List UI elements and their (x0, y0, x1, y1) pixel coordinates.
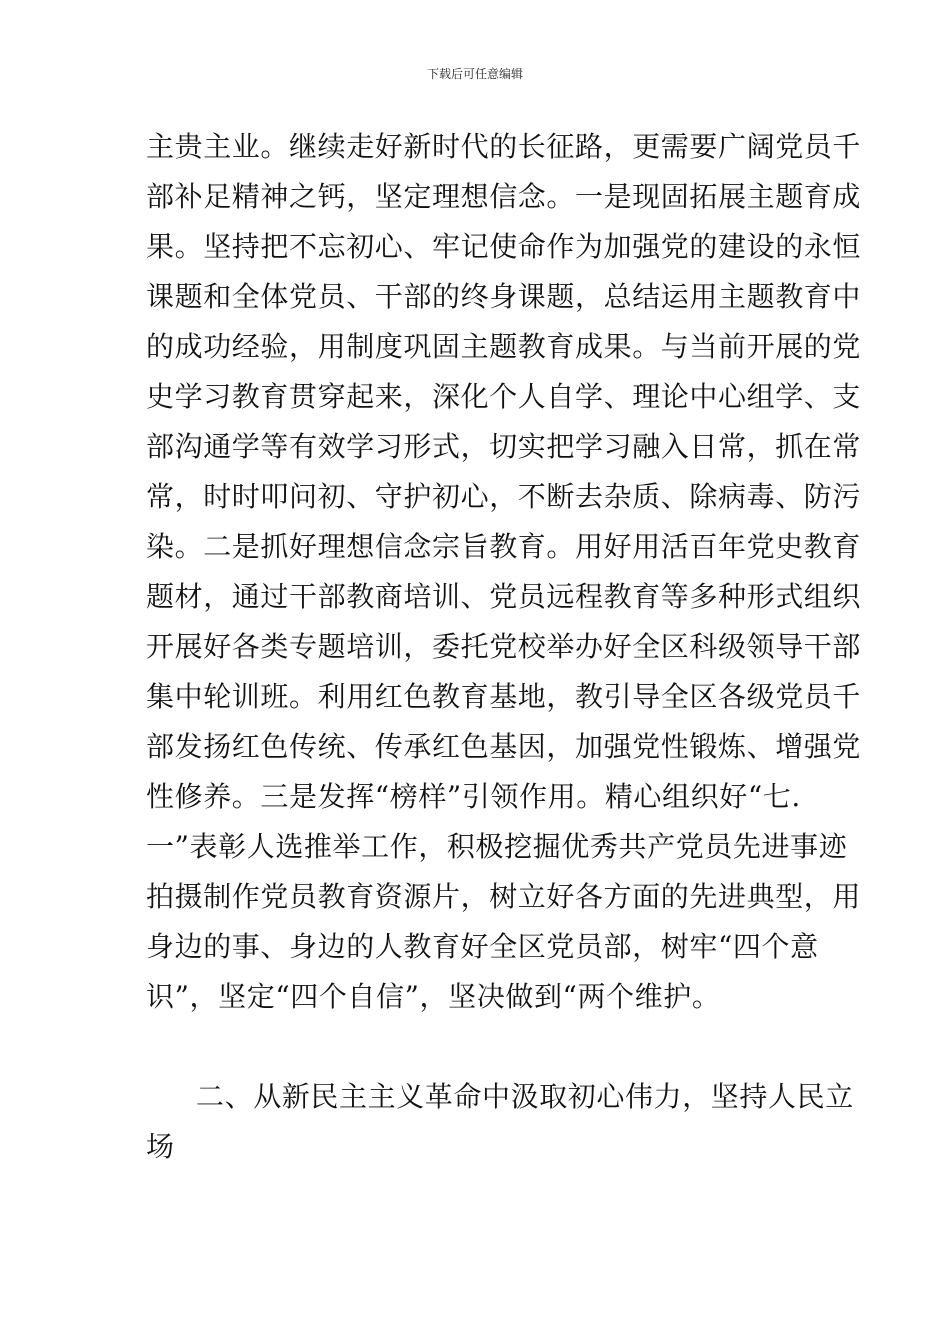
paragraph-line: 开展好各类专题培训，委托党校举办好全区科级领导干部 (146, 630, 862, 663)
paragraph-line: 的成功经验，用制度巩固主题教育成果。与当前开展的党 (146, 330, 862, 363)
paragraph-line: 身边的事、身边的人教育好全区党员部，树牢“四个意 (146, 930, 819, 963)
section-heading-line: 二、从新民主主义革命中汲取初心伟力，坚持人民立 (196, 1080, 854, 1113)
paragraph-line: 染。二是抓好理想信念宗旨教育。用好用活百年党史教育 (146, 530, 862, 563)
paragraph-line: 部补足精神之钙，坚定理想信念。一是现固拓展主题育成 (146, 180, 862, 213)
paragraph-line: 史学习教育贯穿起来，深化个人自学、理论中心组学、支 (146, 380, 862, 413)
paragraph-line: 部沟通学等有效学习形式，切实把学习融入日常，抓在常 (146, 430, 862, 463)
paragraph-line: 识”，坚定“四个自信”，坚决做到“两个维护。 (146, 980, 721, 1013)
paragraph-line: 常，时时叩问初、守护初心，不断去杂质、除病毒、防污 (146, 480, 862, 513)
paragraph-line: 果。坚持把不忘初心、牢记使命作为加强党的建设的永恒 (146, 230, 862, 263)
paragraph-line: 性修养。三是发挥“榜样”引领作用。精心组织好“七. (146, 780, 801, 813)
paragraph-line: 主贵主业。继续走好新时代的长征路，更需要广阔党员千 (146, 130, 862, 163)
paragraph-line: 一”表彰人选推举工作，积极挖掘优秀共产党员先进事迹 (146, 830, 848, 863)
paragraph-line: 课题和全体党员、干部的终身课题，总结运用主题教育中 (146, 280, 862, 313)
page-header-note: 下载后可任意编辑 (426, 67, 523, 81)
section-heading-line: 场 (146, 1130, 175, 1163)
paragraph-line: 集中轮训班。利用红色教育基地，教引导全区各级党员千 (146, 680, 862, 713)
paragraph-line: 拍摄制作党员教育资源片，树立好各方面的先进典型，用 (146, 880, 862, 913)
paragraph-line: 题材，通过干部教商培训、党员远程教育等多种形式组织 (146, 580, 862, 613)
paragraph-line: 部发扬红色传统、传承红色基因，加强党性锻炼、增强党 (146, 730, 862, 763)
